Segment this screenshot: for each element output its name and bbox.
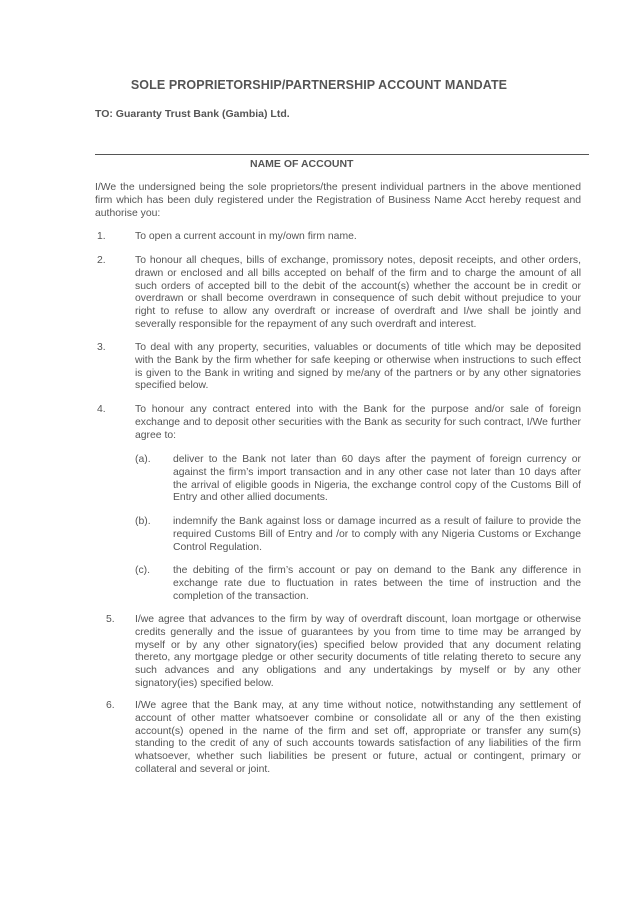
sub-list-item-letter: (c). — [135, 565, 151, 576]
addressee-line: TO: Guaranty Trust Bank (Gambia) Ltd. — [95, 108, 290, 120]
sub-list-item-letter: (a). — [135, 454, 151, 465]
sub-list-item-text: deliver to the Bank not later than 60 days after the payment of foreign currency or against the firm’s import transaction and in any other case not later than 10 days after the arrival of eligible goods in Nigeria, the exchange control copy of the Customs Bill of Entry and other allied documents. — [173, 454, 581, 504]
list-item-number: 5. — [106, 614, 115, 625]
list-item-text: To deal with any property, securities, valuables or documents of title which may be deposited with the Bank by the firm whether for safe keeping or otherwise when instructions to such effect is given to the Bank in writing and signed by me/any of the partners or by any other signatories specified below. — [135, 342, 581, 392]
document-title: SOLE PROPRIETORSHIP/PARTNERSHIP ACCOUNT MANDATE — [130, 78, 508, 92]
sub-list-item-letter: (b). — [135, 516, 151, 527]
intro-paragraph: I/We the undersigned being the sole proprietors/the present individual partners in the above mentioned firm which has been duly registered under the Registration of Business Name Acct hereby request and authorise you: — [95, 182, 581, 219]
sub-list-item-text: the debiting of the firm’s account or pay on demand to the Bank any difference in exchange rate due to fluctuation in rates between the time of instruction and the completion of the transaction. — [173, 565, 581, 602]
name-of-account-label: NAME OF ACCOUNT — [250, 158, 354, 170]
list-item-text: To honour any contract entered into with the Bank for the purpose and/or sale of foreign exchange and to deposit other securities with the Bank as security for such contract, I/We further agree to: — [135, 404, 581, 441]
list-item-text: I/we agree that advances to the firm by way of overdraft discount, loan mortgage or otherwise credits generally and the issue of guarantees by you from time to time may be arranged by myself or by any other signatory(ies) specified below provided that any document relating thereto, any mortgage pledge or other security documents of title relating thereto to secure any such advances and any obligations and any undertakings by myself or by any other signatory(ies) specified below. — [135, 614, 581, 689]
list-item-text: To open a current account in my/own firm name. — [135, 231, 357, 242]
list-item-number: 1. — [97, 231, 106, 242]
list-item-text: To honour all cheques, bills of exchange, promissory notes, deposit receipts, and other orders, drawn or enclosed and all bills accepted on behalf of the firm and to charge the amount of all such orders of accepted bill to the debit of the account(s) whether the account be in credit or overdrawn or shall become overdrawn in consequence of such debit without prejudice to your right to refuse to allow any overdraft or increase of overdraft and I/we shall be jointly and severally responsible for the repayment of any such overdraft and interest. — [135, 255, 581, 330]
list-item-number: 6. — [106, 700, 115, 711]
list-item-number: 2. — [97, 255, 106, 266]
account-name-line — [95, 154, 589, 155]
sub-list-item-text: indemnify the Bank against loss or damage incurred as a result of failure to provide the required Customs Bill of Entry and /or to comply with any Nigeria Customs or Exchange Control Regulation. — [173, 516, 581, 553]
list-item-number: 4. — [97, 404, 106, 415]
list-item-text: I/We agree that the Bank may, at any time without notice, notwithstanding any settlement of account of other matter whatsoever combine or consolidate all or any of the then existing account(s) opened in the name of the firm and set off, appropriate or transfer any sum(s) standing to the credit of any of such accounts towards satisfaction of any liabilities of the firm whatsoever, whether such liabilities be present or future, actual or contingent, primary or collateral and several or joint. — [135, 700, 581, 775]
list-item-number: 3. — [97, 342, 106, 353]
